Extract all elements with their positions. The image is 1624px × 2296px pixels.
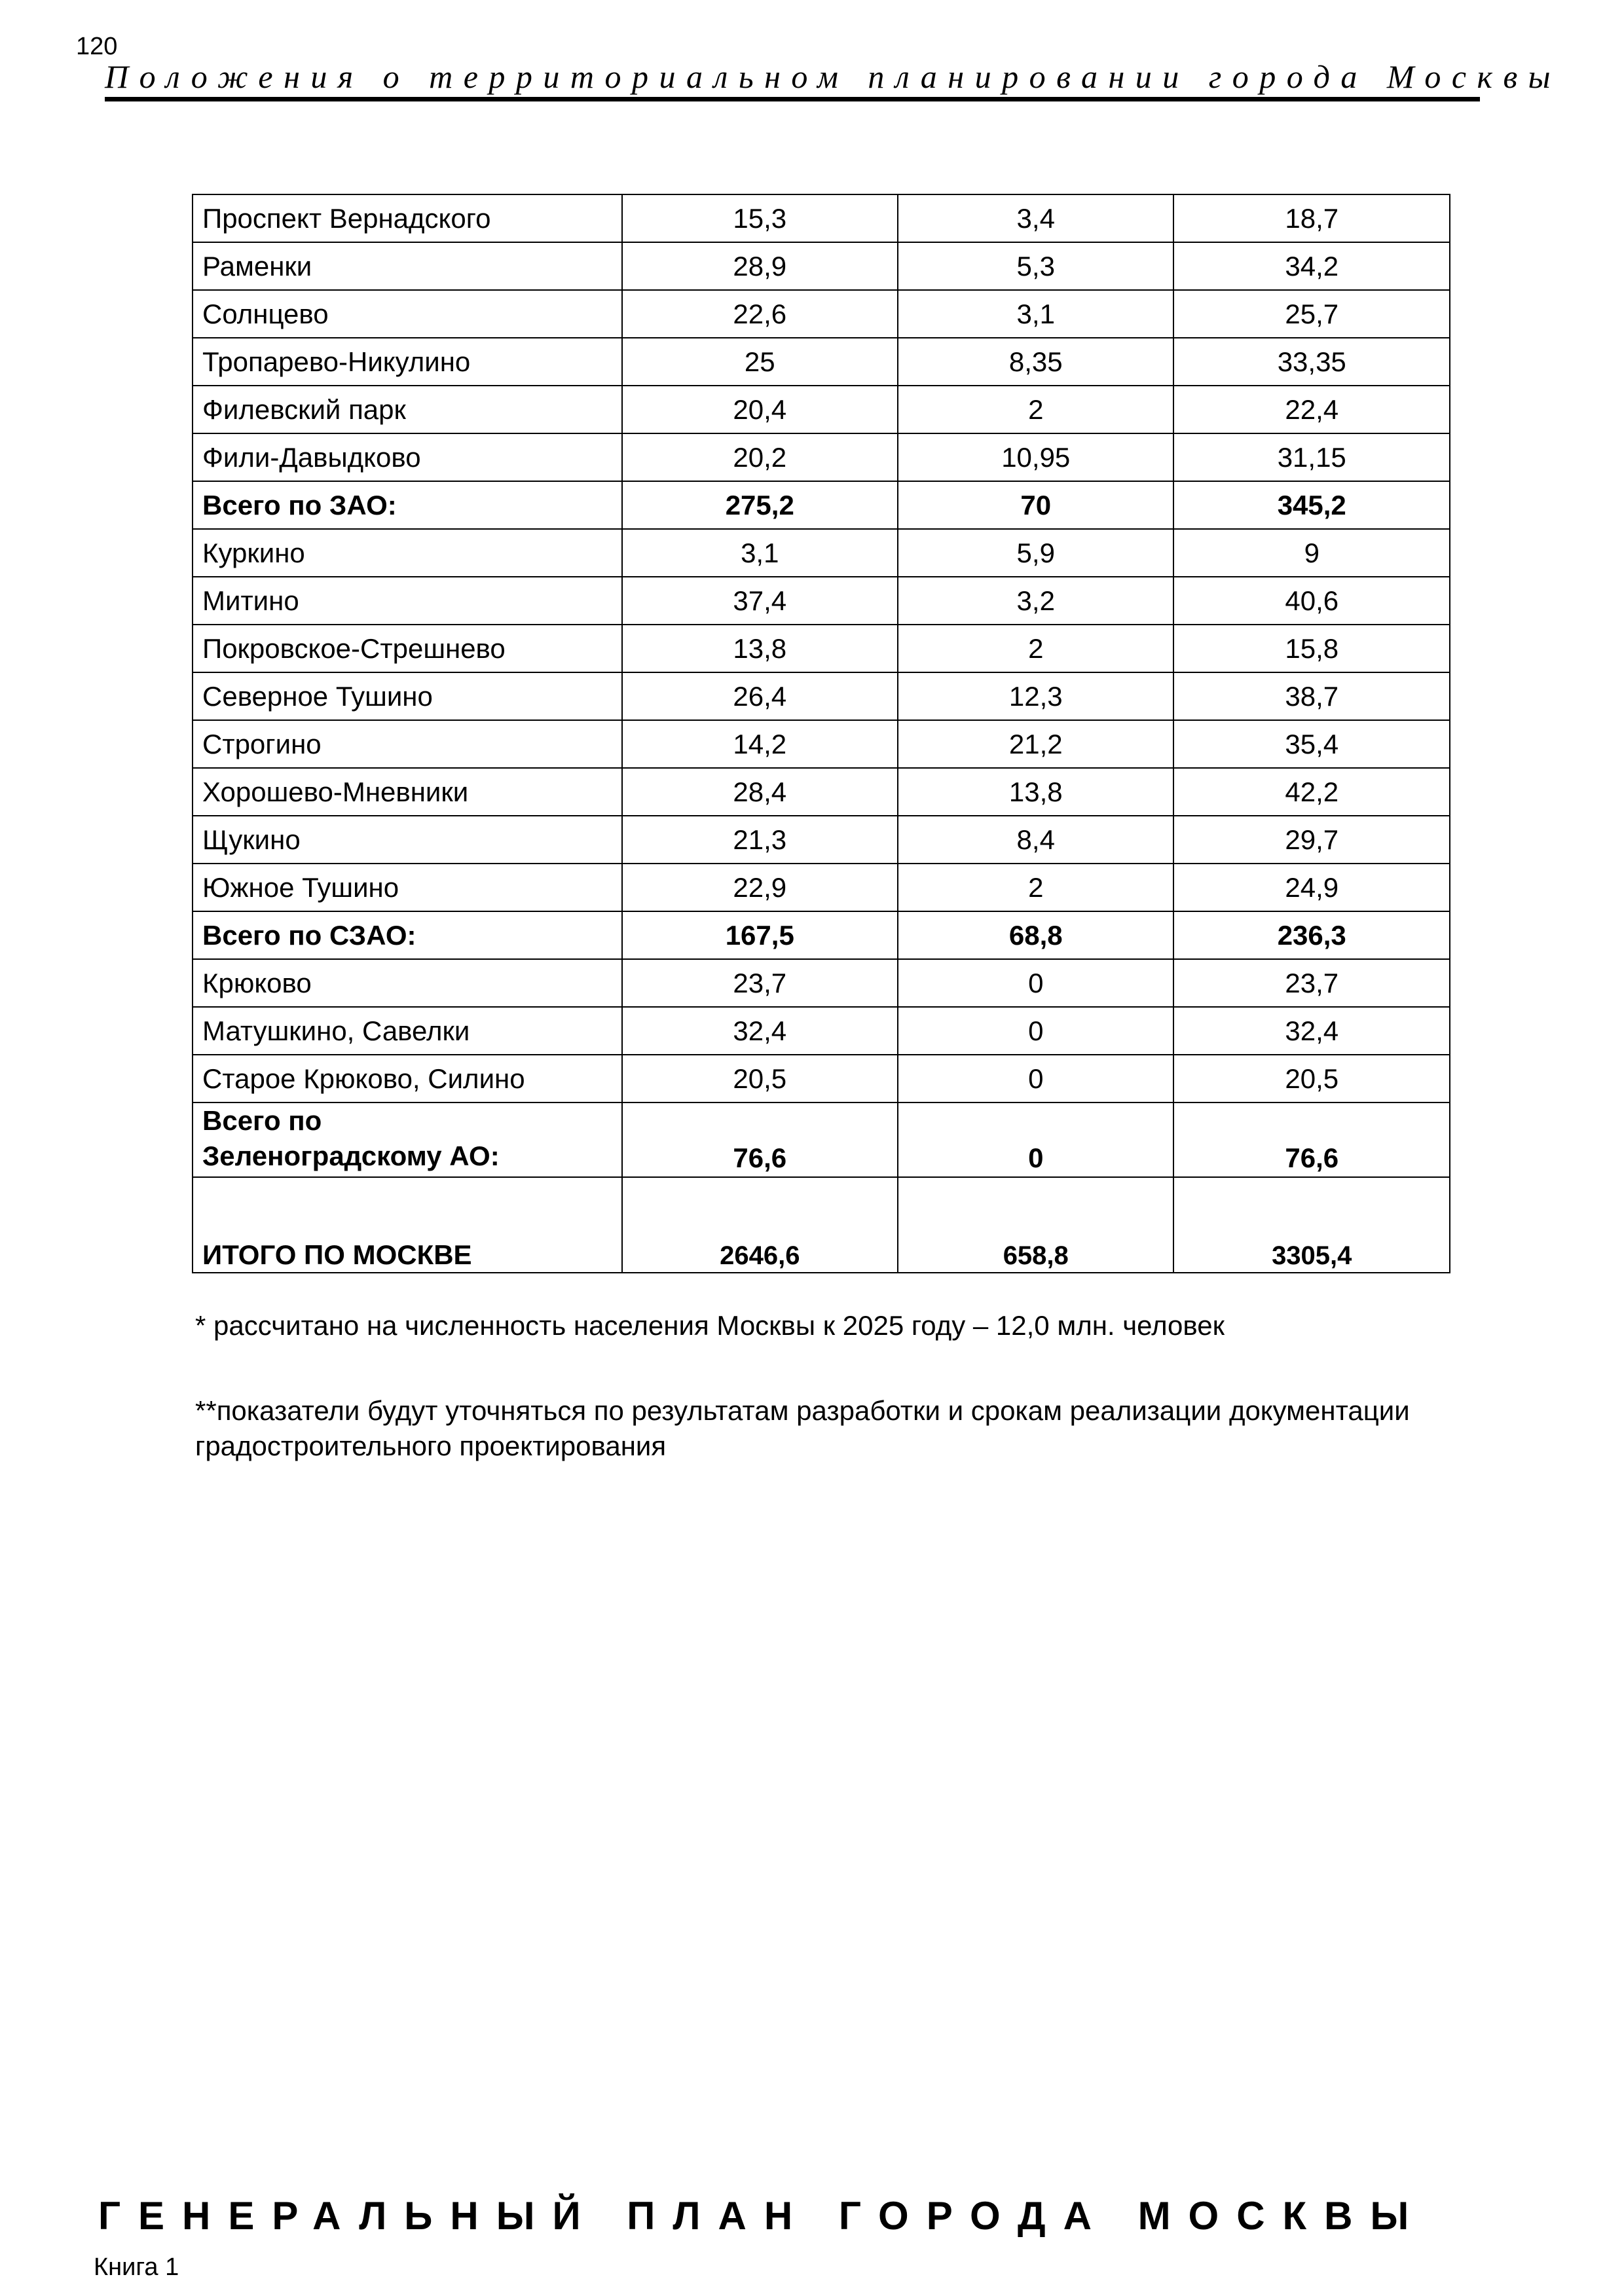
footnote-population: * рассчитано на численность населения Москвы к 2025 году – 12,0 млн. человек: [195, 1310, 1225, 1341]
row-value-1: 275,2: [622, 481, 898, 529]
row-value-3: 15,8: [1173, 625, 1450, 672]
footnote-indicators: **показатели будут уточняться по результатам разработки и срокам реализации документации градостроительного проектирования: [195, 1395, 1410, 1461]
row-value-1: 14,2: [622, 720, 898, 768]
page-number: 120: [76, 33, 118, 60]
row-value-3: 31,15: [1173, 433, 1450, 481]
row-value-2: 13,8: [898, 768, 1173, 816]
row-name-cell: Солнцево: [193, 290, 622, 338]
row-name-cell: Раменки: [193, 242, 622, 290]
table-row: [193, 959, 1450, 1007]
row-value-1: 32,4: [622, 1007, 898, 1055]
row-value-2: 2: [898, 625, 1173, 672]
row-value-2: 0: [898, 1055, 1173, 1102]
row-value-1: 3,1: [622, 529, 898, 577]
row-value-1: 25: [622, 338, 898, 386]
row-value-1: 21,3: [622, 816, 898, 864]
row-name-cell: Крюково: [193, 959, 622, 1007]
table-row: [193, 625, 1450, 672]
table-row: [193, 1007, 1450, 1055]
row-value-3: 9: [1173, 529, 1450, 577]
row-value-2: 68,8: [898, 911, 1173, 959]
row-value-1: 76,6: [622, 1102, 898, 1177]
row-value-2: 70: [898, 481, 1173, 529]
table-row: [193, 242, 1450, 290]
data-table: [192, 194, 1450, 1273]
footer-book-label: Книга 1: [94, 2253, 179, 2281]
row-value-2: 5,9: [898, 529, 1173, 577]
row-value-3: 23,7: [1173, 959, 1450, 1007]
table-row-grand-total: [193, 1177, 1450, 1273]
row-value-1: 13,8: [622, 625, 898, 672]
row-name-cell: Северное Тушино: [193, 672, 622, 720]
row-value-3: 38,7: [1173, 672, 1450, 720]
row-value-2: 0: [898, 959, 1173, 1007]
table-row: [193, 1055, 1450, 1102]
table-row: [193, 672, 1450, 720]
row-value-2: 0: [898, 1102, 1173, 1177]
row-value-1: 28,4: [622, 768, 898, 816]
row-name-cell: Покровское-Стрешнево: [193, 625, 622, 672]
table-row: [193, 194, 1450, 242]
row-value-3: 20,5: [1173, 1055, 1450, 1102]
row-value-2: 12,3: [898, 672, 1173, 720]
row-name-cell: Матушкино, Савелки: [193, 1007, 622, 1055]
row-name-cell: Всего по СЗАО:: [193, 911, 622, 959]
table-row: [193, 768, 1450, 816]
row-value-3: 33,35: [1173, 338, 1450, 386]
table-row-zelao-total: [193, 1102, 1450, 1177]
row-name-cell: Всего по ЗАО:: [193, 481, 622, 529]
row-value-2: 21,2: [898, 720, 1173, 768]
row-value-3: 40,6: [1173, 577, 1450, 625]
row-name-cell: Южное Тушино: [193, 864, 622, 911]
row-value-3: 236,3: [1173, 911, 1450, 959]
row-name-cell: Куркино: [193, 529, 622, 577]
table-row: [193, 816, 1450, 864]
row-value-2: 3,2: [898, 577, 1173, 625]
row-value-1: 20,2: [622, 433, 898, 481]
footer-title: ГЕНЕРАЛЬНЫЙ ПЛАН ГОРОДА МОСКВЫ: [98, 2194, 1427, 2238]
row-name-line-2: Зеленоградскому АО:: [202, 1140, 500, 1171]
table-row: [193, 338, 1450, 386]
row-value-3: 42,2: [1173, 768, 1450, 816]
row-value-3: 345,2: [1173, 481, 1450, 529]
row-name-cell: ИТОГО ПО МОСКВЕ: [193, 1177, 622, 1273]
row-value-2: 8,35: [898, 338, 1173, 386]
row-value-2: 2: [898, 864, 1173, 911]
row-value-3: 24,9: [1173, 864, 1450, 911]
row-name-cell: Филевский парк: [193, 386, 622, 433]
row-value-3: 29,7: [1173, 816, 1450, 864]
row-value-1: 22,9: [622, 864, 898, 911]
row-value-1: 26,4: [622, 672, 898, 720]
row-name-cell: Строгино: [193, 720, 622, 768]
table-row: [193, 529, 1450, 577]
table-row: [193, 481, 1450, 529]
row-value-1: 37,4: [622, 577, 898, 625]
row-value-3: 3305,4: [1173, 1177, 1450, 1273]
header-rule: [105, 97, 1480, 101]
row-value-3: 35,4: [1173, 720, 1450, 768]
row-value-3: 34,2: [1173, 242, 1450, 290]
row-name-line-1: Всего по: [202, 1105, 322, 1136]
row-value-1: 15,3: [622, 194, 898, 242]
table-row: [193, 577, 1450, 625]
table-row: [193, 290, 1450, 338]
row-value-3: 32,4: [1173, 1007, 1450, 1055]
table-row: [193, 911, 1450, 959]
row-value-2: 10,95: [898, 433, 1173, 481]
row-value-2: 658,8: [898, 1177, 1173, 1273]
row-value-1: 22,6: [622, 290, 898, 338]
row-value-1: 23,7: [622, 959, 898, 1007]
row-value-3: 18,7: [1173, 194, 1450, 242]
row-name-cell: Фили-Давыдково: [193, 433, 622, 481]
table-row: [193, 720, 1450, 768]
row-value-2: 3,1: [898, 290, 1173, 338]
row-value-3: 25,7: [1173, 290, 1450, 338]
row-name-cell: Митино: [193, 577, 622, 625]
table-row: [193, 433, 1450, 481]
row-name-cell: Щукино: [193, 816, 622, 864]
row-value-2: 5,3: [898, 242, 1173, 290]
row-name-cell: Тропарево-Никулино: [193, 338, 622, 386]
row-value-3: 76,6: [1173, 1102, 1450, 1177]
row-value-2: 0: [898, 1007, 1173, 1055]
row-value-2: 8,4: [898, 816, 1173, 864]
row-value-1: 167,5: [622, 911, 898, 959]
row-value-1: 20,4: [622, 386, 898, 433]
row-value-2: 2: [898, 386, 1173, 433]
row-value-1: 2646,6: [622, 1177, 898, 1273]
row-value-1: 20,5: [622, 1055, 898, 1102]
row-value-3: 22,4: [1173, 386, 1450, 433]
table-body: [193, 194, 1450, 1273]
table-row: [193, 386, 1450, 433]
table-row: [193, 864, 1450, 911]
row-name-cell: Старое Крюково, Силино: [193, 1055, 622, 1102]
row-name-cell: [193, 1102, 622, 1177]
row-name-cell: Проспект Вернадского: [193, 194, 622, 242]
row-value-1: 28,9: [622, 242, 898, 290]
row-name-cell: Хорошево-Мневники: [193, 768, 622, 816]
running-header: Положения о территориальном планировании города Москвы: [105, 58, 1562, 95]
row-value-2: 3,4: [898, 194, 1173, 242]
